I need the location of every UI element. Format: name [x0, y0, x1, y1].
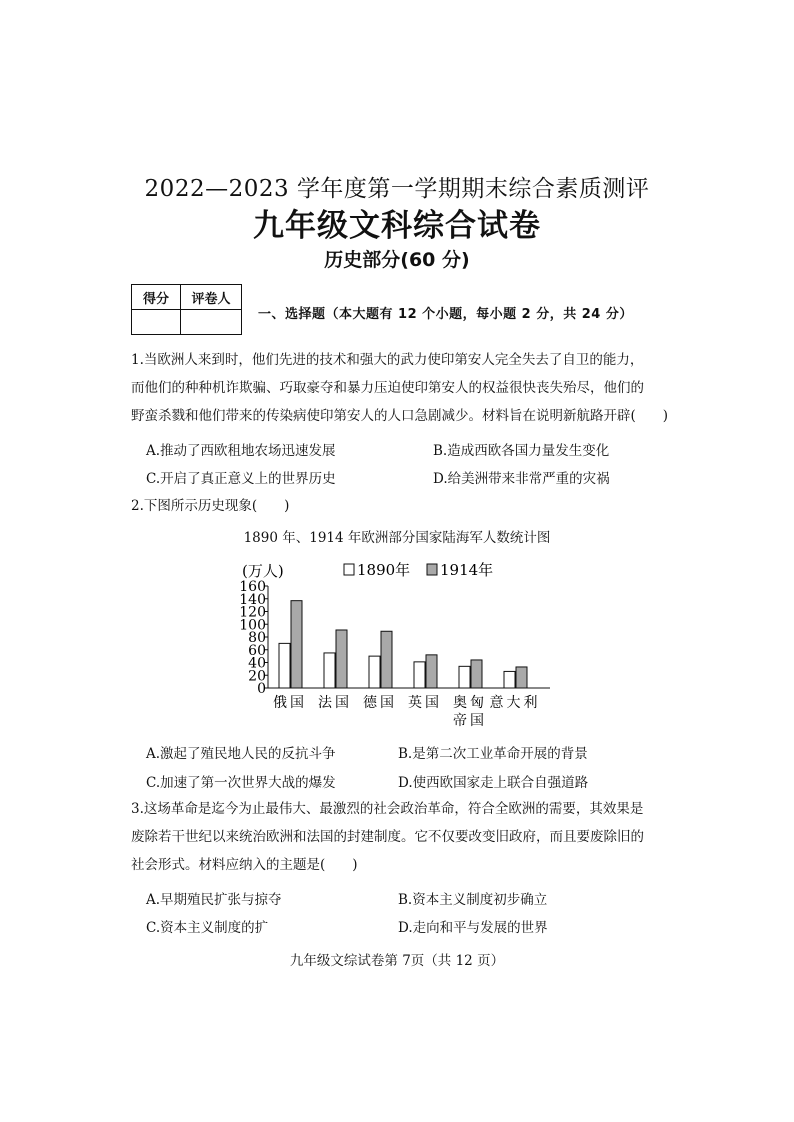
section-title: 一、选择题（本大题有 12 个小题，每小题 2 分，共 24 分）	[258, 307, 633, 322]
grader-cell[interactable]	[181, 310, 242, 335]
question-3-line-2: 废除若干世纪以来统治欧洲和法国的封建制度。它不仅要改变旧政府，而且要废除旧的	[131, 829, 644, 845]
exam-part-title: 历史部分(60 分)	[324, 249, 470, 271]
x-tick-label: 意大利	[489, 695, 541, 711]
score-cell[interactable]	[132, 310, 181, 335]
q3-option-c[interactable]: C.资本主义制度的扩	[146, 920, 269, 936]
bar-1914年-奥匈帝国	[471, 660, 482, 688]
y-tick-label: 20	[248, 668, 266, 685]
q1-option-d[interactable]: D.给美洲带来非常严重的灾祸	[433, 471, 610, 487]
question-3	[131, 795, 671, 879]
y-axis	[239, 579, 268, 697]
q2-option-a[interactable]: A.激起了殖民地人民的反抗斗争	[146, 746, 336, 762]
y-tick-label: 120	[239, 604, 266, 621]
exam-title: 九年级文科综合试卷	[253, 208, 541, 244]
q2-option-c[interactable]: C.加速了第一次世界大战的爆发	[146, 775, 336, 791]
y-tick-label: 80	[248, 630, 266, 646]
bar-1890年-俄国	[279, 643, 290, 688]
x-tick-label: 俄国	[273, 695, 307, 711]
grader-label: 评卷人	[181, 285, 242, 310]
legend-label-1914: 1914年	[440, 561, 494, 579]
q3-option-b[interactable]: B.资本主义制度初步确立	[398, 892, 548, 908]
bar-1914年-英国	[426, 655, 437, 688]
bar-1890年-德国	[369, 656, 380, 688]
score-box	[131, 284, 242, 335]
q1-option-c[interactable]: C.开启了真正意义上的世界历史	[146, 471, 336, 487]
exam-title-year: 2022—2023 学年度第一学期期末综合素质测评	[144, 176, 650, 202]
bars	[279, 601, 527, 688]
question-1-line-1: 1.当欧洲人来到时，他们先进的技术和强大的武力使印第安人完全失去了自卫的能力，	[131, 352, 644, 368]
question-1	[131, 346, 671, 430]
bar-1914年-德国	[381, 631, 392, 688]
question-3-line-3: 社会形式。材料应纳入的主题是( )	[131, 857, 358, 873]
y-tick-label: 140	[239, 591, 266, 608]
x-tick-label: 帝国	[453, 713, 487, 729]
q3-option-a[interactable]: A.早期殖民扩张与掠夺	[146, 892, 282, 908]
question-1-line-3: 野蛮杀戮和他们带来的传染病使印第安人的人口急剧减少。材料旨在说明新航路开辟( )	[131, 408, 669, 424]
chart-title: 1890 年、1914 年欧洲部分国家陆海军人数统计图	[243, 530, 551, 546]
y-tick-label: 100	[239, 617, 266, 634]
bar-1890年-意大利	[504, 671, 515, 688]
score-label: 得分	[132, 285, 181, 310]
x-tick-label: 德国	[363, 695, 397, 711]
x-tick-label: 奥匈	[453, 695, 487, 711]
question-1-line-2: 而他们的种种机诈欺骗、巧取豪夺和暴力压迫使印第安人的权益很快丧失殆尽，他们的	[131, 380, 644, 396]
x-tick-label: 法国	[318, 695, 352, 711]
q1-option-b[interactable]: B.造成西欧各国力量发生变化	[433, 443, 610, 459]
y-tick-label: 40	[248, 655, 266, 672]
legend-swatch-1914	[427, 564, 437, 575]
question-2-line-1: 2.下图所示历史现象( )	[131, 498, 290, 514]
bar-1914年-法国	[336, 630, 347, 688]
question-2	[131, 492, 671, 520]
q2-option-d[interactable]: D.使西欧国家走上联合自强道路	[398, 775, 589, 791]
page-footer: 九年级文综试卷第 7页（共 12 页）	[289, 953, 505, 969]
chart-legend	[344, 561, 493, 579]
q1-option-a[interactable]: A.推动了西欧租地农场迅速发展	[146, 443, 336, 459]
army-navy-bar-chart	[228, 552, 558, 732]
x-axis	[268, 688, 550, 729]
bar-1914年-意大利	[516, 667, 527, 688]
bar-1890年-法国	[324, 653, 335, 688]
chart-ylabel: (万人)	[242, 562, 284, 580]
bar-1914年-俄国	[291, 601, 302, 688]
y-tick-label: 0	[257, 681, 266, 697]
bar-1890年-奥匈帝国	[459, 666, 470, 688]
legend-label-1890: 1890年	[357, 561, 411, 579]
x-tick-label: 英国	[408, 695, 442, 711]
y-tick-label: 60	[248, 642, 266, 659]
y-tick-label: 160	[239, 579, 266, 595]
q3-option-d[interactable]: D.走向和平与发展的世界	[398, 920, 548, 936]
bar-1890年-英国	[414, 662, 425, 688]
legend-swatch-1890	[344, 564, 354, 575]
q2-option-b[interactable]: B.是第二次工业革命开展的背景	[398, 746, 588, 762]
question-3-line-1: 3.这场革命是迄今为止最伟大、最激烈的社会政治革命，符合全欧洲的需要，其效果是	[131, 801, 644, 817]
